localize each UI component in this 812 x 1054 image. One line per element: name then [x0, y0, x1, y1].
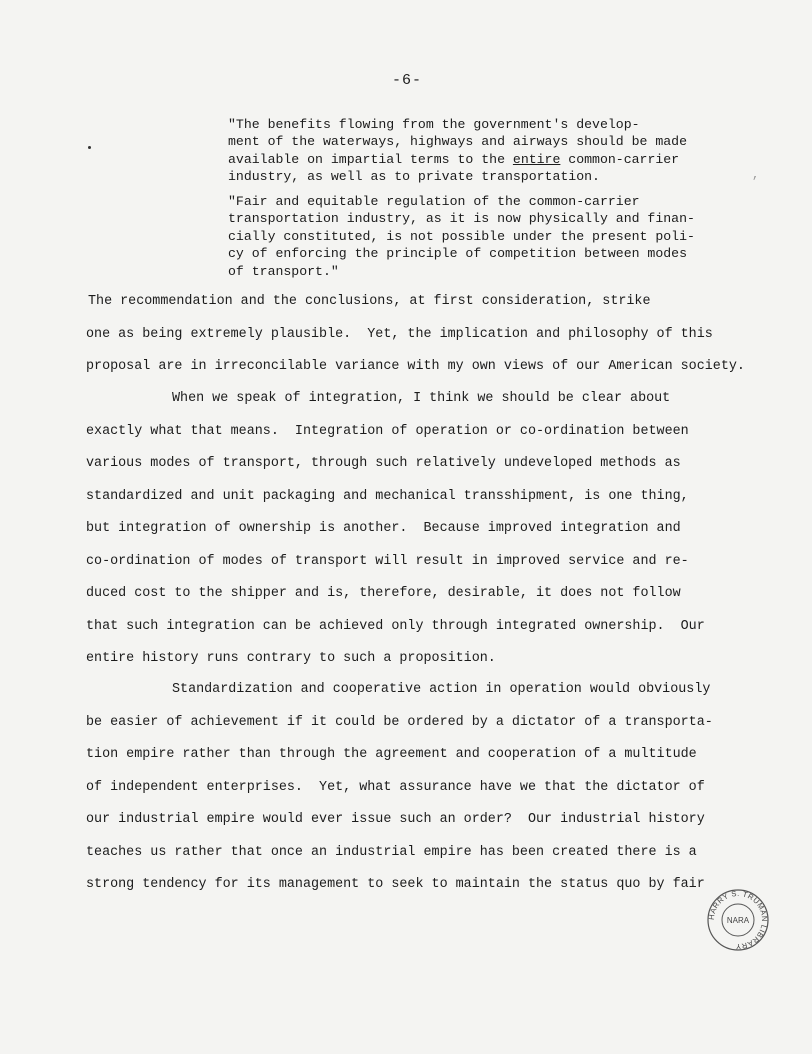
text-line: entire history runs contrary to such a proposition. — [86, 651, 496, 666]
quote-line: of transport." — [228, 263, 339, 279]
quote-block-2 — [228, 193, 698, 280]
quote-line — [228, 151, 698, 168]
text-line: be easier of achievement if it could be ordered by a dictator of a transporta- — [86, 714, 713, 730]
text-line: standardized and unit packaging and mechanical transshipment, is one thing, — [86, 488, 689, 504]
page-number: -6- — [392, 72, 423, 89]
text-line: of independent enterprises. Yet, what assurance have we that the dictator of — [86, 779, 705, 795]
stamp-inner-text: NARA — [726, 916, 750, 925]
library-stamp — [706, 888, 770, 952]
quote-line-part: available on impartial terms to the — [228, 151, 513, 167]
text-line: The recommendation and the conclusions, at first consideration, strike — [88, 294, 651, 309]
text-line: that such integration can be achieved only through integrated ownership. Our — [86, 618, 705, 634]
text-line: strong tendency for its management to seek to maintain the status quo by fair — [86, 877, 705, 892]
quote-line-part: common-carrier — [560, 151, 680, 167]
text-line: co-ordination of modes of transport will result in improved service and re- — [86, 553, 689, 569]
margin-dot-mark — [88, 146, 91, 149]
text-line: teaches us rather that once an industrial empire has been created there is a — [86, 844, 697, 860]
text-line: duced cost to the shipper and is, therefore, desirable, it does not follow — [86, 586, 681, 601]
quote-block-1 — [228, 116, 698, 186]
text-line: proposal are in irreconcilable variance with my own views of our American society. — [86, 359, 745, 374]
quote-line: ment of the waterways, highways and airways should be made — [228, 134, 687, 150]
text-line: exactly what that means. Integration of operation or co-ordination between — [86, 423, 689, 439]
paragraph-1 — [86, 286, 766, 384]
paragraph-2 — [86, 383, 766, 676]
stamp-outer-text: HARRY S. TRUMAN LIBRARY — [706, 888, 770, 952]
text-line: When we speak of integration, I think we should be clear about — [172, 391, 671, 406]
quote-line: "Fair and equitable regulation of the common-carrier — [228, 194, 640, 209]
quote-line: industry, as well as to private transportation. — [228, 169, 600, 185]
quote-line: "The benefits flowing from the government's develop- — [228, 117, 640, 132]
quote-line: transportation industry, as it is now physically and finan- — [228, 211, 695, 227]
quote-line: cially constituted, is not possible under the present poli- — [228, 228, 695, 244]
text-line: Standardization and cooperative action in operation would obviously — [172, 682, 711, 697]
quote-line: cy of enforcing the principle of competition between modes — [228, 246, 687, 262]
margin-pencil-mark: , — [752, 168, 760, 182]
text-line: one as being extremely plausible. Yet, the implication and philosophy of this — [86, 326, 713, 342]
text-line: various modes of transport, through such relatively undeveloped methods as — [86, 456, 681, 471]
text-line: but integration of ownership is another. Because improved integration and — [86, 521, 681, 536]
paragraph-3 — [86, 674, 766, 902]
underlined-word: entire — [512, 151, 561, 167]
text-line: tion empire rather than through the agreement and cooperation of a multitude — [86, 747, 697, 762]
text-line: our industrial empire would ever issue such an order? Our industrial history — [86, 812, 705, 827]
